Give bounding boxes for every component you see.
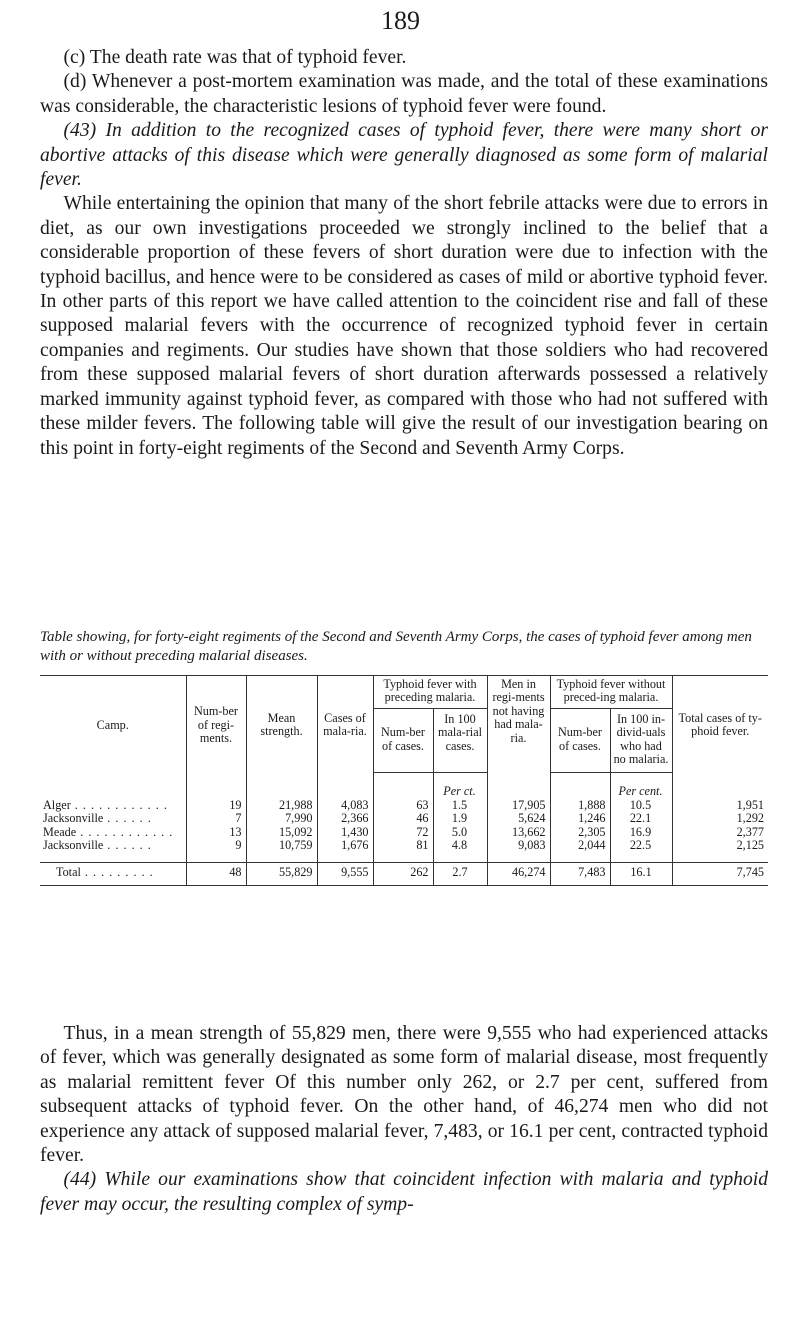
- header-camp: Camp.: [40, 676, 186, 773]
- cell-without-number: 1,888: [550, 799, 610, 812]
- cell-camp: Jacksonville . . . . . .: [43, 838, 152, 853]
- cell-without-per100: 22.1: [610, 812, 672, 825]
- cell-regiments: 13: [186, 826, 246, 839]
- paragraph-43: [40, 119, 768, 192]
- paragraph-thus: Thus, in a mean strength of 55,829 men, there were 9,555 who had experienced attacks of fever, which was generally designated as some form of malarial disease, most frequently as malarial remittent fever Of this number only 262, or 2.7 per cent, suffered from subsequent attacks of typhoid fever. On the other hand, of 46,274 men who did not experience any attack of supposed malarial fever, 7,483, or 16.1 per cent, contracted typhoid fever.: [40, 1023, 768, 1167]
- cell-total-cases: 1,951: [672, 799, 768, 812]
- cell-without-number: 2,305: [550, 826, 610, 839]
- paragraph-44-text: While our examinations show that coincident infection with malaria and typhoid fever may occur, the resulting complex of symp-: [40, 1169, 768, 1215]
- cell-camp: Alger . . . . . . . . . . . .: [43, 797, 168, 812]
- cell-with-per100: 1.5: [433, 799, 487, 812]
- table-row: [40, 839, 768, 863]
- cell-without-per100: 10.5: [610, 799, 672, 812]
- cell-total-cases: 7,745: [672, 863, 768, 885]
- cell-cases-malaria: 9,555: [317, 863, 373, 885]
- cell-cases-malaria: 1,676: [317, 839, 373, 863]
- cell-camp: Meade . . . . . . . . . . . .: [43, 824, 174, 839]
- cell-mean-strength: 55,829: [246, 863, 317, 885]
- cell-camp: Jacksonville . . . . . .: [43, 811, 152, 826]
- paragraph-43-text: In addition to the recognized cases of typhoid fever, there were many short or abortive attacks of this disease which were generally diagnosed as some form of malarial fever.: [40, 120, 768, 191]
- cell-regiments: 9: [186, 839, 246, 863]
- cell-men-not-malaria: 13,662: [487, 826, 550, 839]
- cell-without-per100: 16.9: [610, 826, 672, 839]
- cell-total-cases: 2,377: [672, 826, 768, 839]
- cell-cases-malaria: 4,083: [317, 799, 373, 812]
- cell-total-cases: 2,125: [672, 839, 768, 863]
- cell-cases-malaria: 2,366: [317, 812, 373, 825]
- cell-mean-strength: 7,990: [246, 812, 317, 825]
- body-text-bottom: [40, 1022, 768, 1217]
- table-total-row: [40, 863, 768, 885]
- paragraph-44-number: (44): [63, 1169, 97, 1191]
- header-without-number: Num-ber of cases.: [550, 708, 610, 773]
- cell-without-number: 7,483: [550, 863, 610, 885]
- cell-camp: Total . . . . . . . . .: [40, 863, 186, 885]
- cell-mean-strength: 10,759: [246, 839, 317, 863]
- header-without-per100: In 100 in-divid-uals who had no malaria.: [610, 708, 672, 773]
- table-row: [40, 799, 768, 812]
- cell-regiments: 7: [186, 812, 246, 825]
- cell-with-number: 63: [373, 799, 433, 812]
- cell-with-per100: 5.0: [433, 826, 487, 839]
- cell-men-not-malaria: 9,083: [487, 839, 550, 863]
- cell-with-per100: 4.8: [433, 839, 487, 863]
- cell-with-number: 72: [373, 826, 433, 839]
- cell-with-per100: 1.9: [433, 812, 487, 825]
- unit-per-cent: Per cent.: [610, 773, 672, 799]
- cell-mean-strength: 21,988: [246, 799, 317, 812]
- cell-cases-malaria: 1,430: [317, 826, 373, 839]
- header-total-cases: Total cases of ty-phoid fever.: [672, 676, 768, 773]
- cell-without-per100: 22.5: [610, 839, 672, 863]
- paragraph-main: While entertaining the opinion that many of the short febrile attacks were due to errors in diet, as our own investigations proceeded we strongly inclined to the belief that a considerable proportion of these fevers of short duration were due to infection with the typhoid bacillus, and hence were to be considered as cases of mild or abortive typhoid fever. In other parts of this report we have called attention to the coincident rise and fall of these supposed malarial fevers with the occurrence of recognized typhoid fever in certain companies and regiments. Our studies have shown that those soldiers who had recovered from these supposed malarial fevers of short duration afterwards possessed a relatively marked immunity against typhoid fever, as compared with those who had not suffered with these milder fevers. The following table will give the result of our investigation bearing on this point in forty-eight regiments of the Second and Seventh Army Corps.: [40, 193, 768, 459]
- header-mean-strength: Mean strength.: [246, 676, 317, 773]
- cell-with-number: 262: [373, 863, 433, 885]
- cell-without-number: 1,246: [550, 812, 610, 825]
- unit-per-ct: Per ct.: [433, 773, 487, 799]
- cell-with-per100: 2.7: [433, 863, 487, 885]
- cell-without-per100: 16.1: [610, 863, 672, 885]
- header-cases-malaria: Cases of mala-ria.: [317, 676, 373, 773]
- typhoid-malaria-table: [40, 675, 768, 886]
- header-group-with-malaria: Typhoid fever with preceding malaria.: [373, 676, 487, 709]
- paragraph-d: (d) Whenever a post-mortem examination was made, and the total of these examinations was considerable, the characteristic lesions of typhoid fever were found.: [40, 71, 768, 117]
- paragraph-44: [40, 1168, 768, 1217]
- header-men-not-malaria: Men in regi-ments not having had mala-ria.: [487, 676, 550, 773]
- header-with-number: Num-ber of cases.: [373, 708, 433, 773]
- paragraph-43-number: (43): [63, 120, 97, 142]
- cell-men-not-malaria: 17,905: [487, 799, 550, 812]
- cell-with-number: 46: [373, 812, 433, 825]
- body-text-top: [40, 46, 768, 461]
- paragraph-c: (c) The death rate was that of typhoid fever.: [63, 47, 407, 68]
- cell-men-not-malaria: 5,624: [487, 812, 550, 825]
- unit-row: [40, 773, 768, 799]
- cell-without-number: 2,044: [550, 839, 610, 863]
- header-with-per100: In 100 mala-rial cases.: [433, 708, 487, 773]
- cell-total-cases: 1,292: [672, 812, 768, 825]
- cell-regiments: 48: [186, 863, 246, 885]
- table-row: [40, 812, 768, 825]
- header-regiments: Num-ber of regi-ments.: [186, 676, 246, 773]
- table-row: [40, 826, 768, 839]
- table-caption: Table showing, for forty-eight regiments of the Second and Seventh Army Corps, the cases of typhoid fever among men with or without preceding malarial diseases.: [40, 629, 752, 664]
- cell-with-number: 81: [373, 839, 433, 863]
- page-number: 189: [381, 6, 420, 35]
- header-group-without-malaria: Typhoid fever without preced-ing malaria.: [550, 676, 672, 709]
- cell-mean-strength: 15,092: [246, 826, 317, 839]
- cell-men-not-malaria: 46,274: [487, 863, 550, 885]
- cell-regiments: 19: [186, 799, 246, 812]
